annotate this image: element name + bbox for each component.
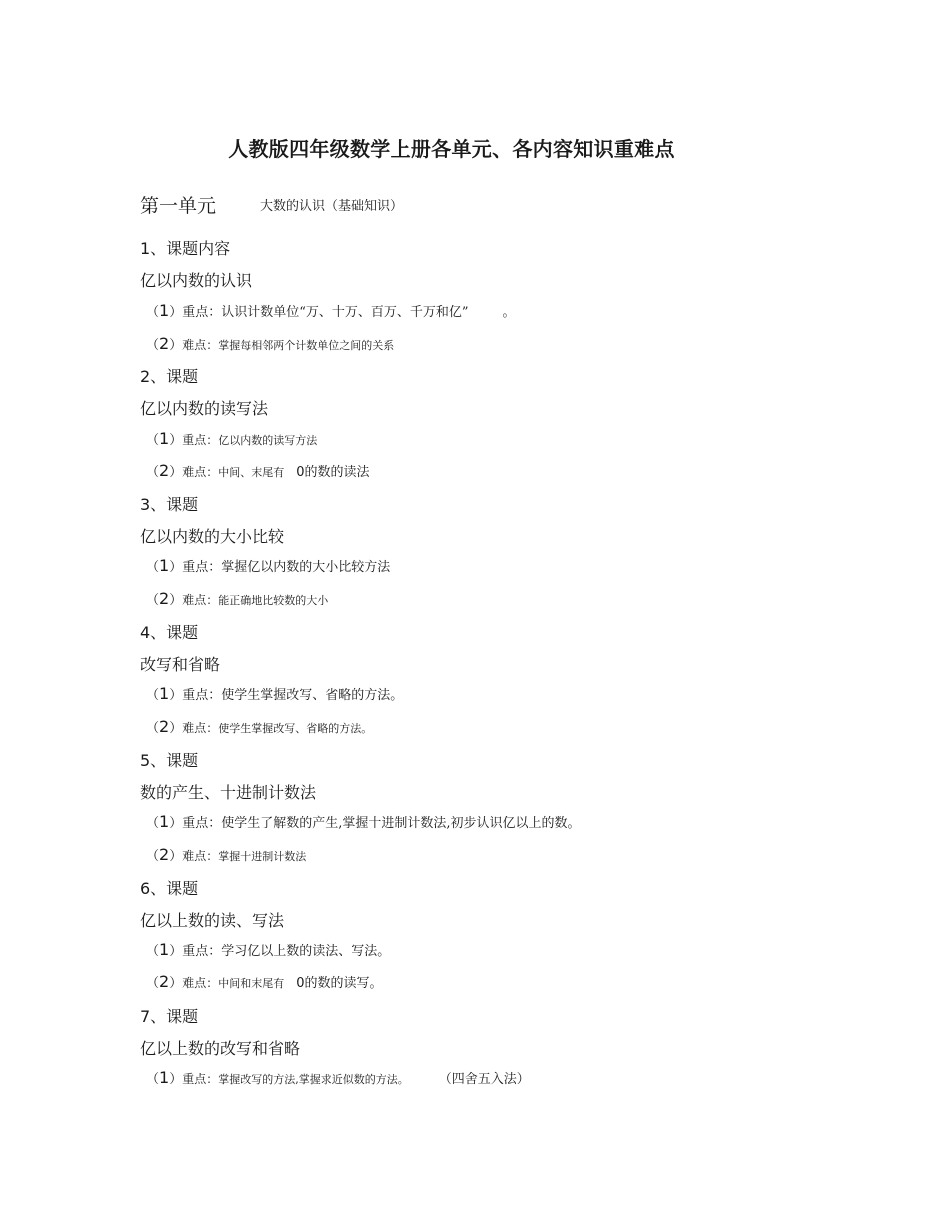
- point-text: 掌握亿以内数的大小比较方法: [221, 560, 391, 575]
- point-text: 使学生掌握改写、省略的方法。: [218, 722, 373, 735]
- point-number: 1: [159, 556, 170, 575]
- hard-point: （2）难点：中间和末尾有 0的数的读写。: [146, 972, 383, 991]
- lesson-topic: 亿以内数的认识: [140, 271, 253, 290]
- key-point: （1）重点：掌握亿以内数的大小比较方法: [146, 556, 391, 575]
- lesson-topic: 亿以上数的读、写法: [140, 911, 285, 930]
- point-text-after: 的数的读写。: [304, 976, 383, 991]
- point-label: 重点：: [182, 944, 222, 959]
- point-text-after: 的数的读法: [304, 465, 370, 480]
- point-label: 难点：: [182, 849, 219, 863]
- point-text: 掌握每相邻两个计数单位之间的关系: [218, 339, 395, 352]
- point-number: 1: [159, 1068, 170, 1087]
- point-number: 2: [159, 717, 170, 736]
- point-number: 1: [159, 940, 170, 959]
- point-number: 1: [159, 684, 170, 703]
- lesson-heading: 2、课题: [140, 367, 199, 386]
- lesson-heading: 4、课题: [140, 623, 199, 642]
- key-point: （1）重点：使学生了解数的产生,掌握十进制计数法,初步认识亿以上的数。: [146, 812, 581, 831]
- point-number: 2: [159, 845, 170, 864]
- key-point: （1）重点：学习亿以上数的读法、写法。: [146, 940, 391, 959]
- point-label: 难点：: [182, 721, 219, 735]
- lesson-heading: 3、课题: [140, 495, 199, 514]
- hard-point: （2）难点：掌握每相邻两个计数单位之间的关系: [146, 334, 395, 353]
- point-text: 掌握改写的方法,掌握求近似数的方法。: [218, 1073, 409, 1086]
- lesson-heading: 6、课题: [140, 879, 199, 898]
- point-text: 亿以内数的读写方法: [218, 434, 318, 447]
- point-label: 重点：: [182, 688, 222, 703]
- point-text: 中间和末尾有: [218, 977, 285, 990]
- key-point: （1）重点：使学生掌握改写、省略的方法。: [146, 684, 404, 703]
- lesson-heading: 5、课题: [140, 751, 199, 770]
- unit-heading: [140, 191, 403, 218]
- unit-subtitle: 大数的认识（基础知识）: [260, 199, 404, 214]
- point-label: 重点：: [182, 433, 219, 447]
- point-label: 重点：: [182, 305, 222, 320]
- key-point: （1）重点：亿以内数的读写方法: [146, 429, 318, 448]
- point-label: 重点：: [182, 816, 222, 831]
- point-number: 2: [159, 972, 170, 991]
- unit-label: 第一单元: [140, 195, 217, 217]
- point-number: 2: [159, 334, 170, 353]
- point-label: 重点：: [182, 1072, 219, 1086]
- point-text: 中间、末尾有: [218, 466, 285, 479]
- point-text: 掌握十进制计数法: [218, 850, 307, 863]
- point-number: 1: [159, 301, 170, 320]
- lesson-heading: 1、课题内容: [140, 239, 231, 258]
- lesson-topic: 改写和省略: [140, 655, 221, 674]
- zero-digit: 0: [296, 465, 305, 480]
- point-label: 难点：: [182, 465, 219, 479]
- hard-point: （2）难点：能正确地比较数的大小: [146, 589, 329, 608]
- key-point: （1）重点：认识计数单位“万、十万、百万、千万和亿” 。: [146, 301, 516, 320]
- lesson-topic: 数的产生、十进制计数法: [140, 783, 317, 802]
- zero-digit: 0: [296, 976, 305, 991]
- point-number: 1: [159, 429, 170, 448]
- hard-point: （2）难点：使学生掌握改写、省略的方法。: [146, 717, 373, 736]
- point-trail: （四舍五入法）: [438, 1072, 530, 1087]
- point-text: 能正确地比较数的大小: [218, 594, 329, 607]
- point-number: 1: [159, 812, 170, 831]
- point-text: 学习亿以上数的读法、写法。: [221, 944, 391, 959]
- point-number: 2: [159, 589, 170, 608]
- point-text: 使学生掌握改写、省略的方法。: [221, 688, 404, 703]
- point-trail: 。: [502, 305, 516, 320]
- hard-point: （2）难点：中间、末尾有 0的数的读法: [146, 461, 370, 480]
- point-label: 难点：: [182, 976, 219, 990]
- lesson-topic: 亿以上数的改写和省略: [140, 1039, 301, 1058]
- point-text: 使学生了解数的产生,掌握十进制计数法,初步认识亿以上的数。: [221, 816, 581, 831]
- lesson-heading: 7、课题: [140, 1007, 199, 1026]
- key-point: （1）重点：掌握改写的方法,掌握求近似数的方法。 （四舍五入法）: [146, 1068, 530, 1087]
- point-label: 重点：: [182, 560, 222, 575]
- lesson-topic: 亿以内数的读写法: [140, 399, 269, 418]
- document-title: 人教版四年级数学上册各单元、各内容知识重难点: [228, 137, 675, 161]
- point-label: 难点：: [182, 338, 219, 352]
- point-text: 认识计数单位“万、十万、百万、千万和亿”: [221, 305, 469, 320]
- hard-point: （2）难点：掌握十进制计数法: [146, 845, 307, 864]
- point-label: 难点：: [182, 593, 219, 607]
- point-number: 2: [159, 461, 170, 480]
- lesson-topic: 亿以内数的大小比较: [140, 527, 285, 546]
